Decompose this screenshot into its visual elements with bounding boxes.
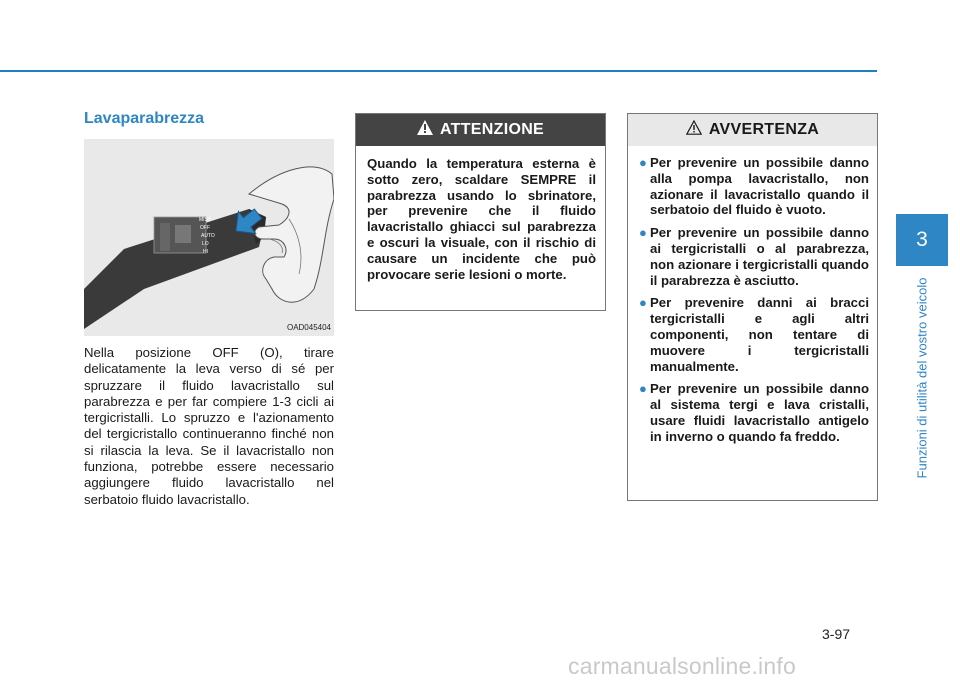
- warning-title: AVVERTENZA: [708, 121, 820, 138]
- wiper-lever-illustration: [84, 139, 334, 336]
- lever-label-mist: MIST: [199, 217, 211, 223]
- bullet-dot-icon: ●: [639, 155, 647, 170]
- bullet-dot-icon: ●: [639, 225, 647, 241]
- warning-box: [627, 113, 878, 501]
- section-title: Lavaparabrezza: [84, 110, 205, 127]
- caution-header: [356, 114, 605, 146]
- warning-item: ● Per prevenire un possibile danno alla pompa lavacristallo, non azionare il lavacristallo quando il serbatoio del fluido è vuoto.: [639, 155, 869, 218]
- lever-label-hi: HI: [203, 249, 208, 255]
- body-paragraph: Nella posizione OFF (O), tirare delicatamente la leva verso di sé per spruzzare il fluido lavacristallo sul parabrezza e per far compiere 1-3 cicli ai tergicristalli. Lo spruzzo e l'azionamento del tergicristallo continueranno finché non si rilascia la leva. Se il lavacristallo non funziona, potrebbe essere necessario aggiungere fluido lavacristallo nel serbatoio fluido lavacristallo.: [84, 345, 334, 507]
- finger-hand: [249, 167, 334, 302]
- warning-item: ● Per prevenire un possibile danno al sistema tergi e lava cristalli, usare fluidi lavacristallo antigelo in inverno o quando fa freddo.: [639, 381, 869, 444]
- chapter-title: Funzioni di utilità del vostro veicolo: [914, 277, 930, 479]
- warning-triangle-outline-icon: [686, 120, 702, 140]
- warning-header: [628, 114, 877, 146]
- caution-box: [355, 113, 606, 311]
- page-number: 3-97: [822, 626, 851, 642]
- caution-title: ATTENZIONE: [439, 121, 545, 138]
- bullet-dot-icon: ●: [639, 295, 647, 311]
- lever-label-auto: AUTO: [201, 233, 215, 239]
- watermark: carmanualsonline.info: [568, 653, 796, 679]
- wiper-lever-drawing: [84, 139, 334, 336]
- caution-text: Quando la temperatura esterna è sotto zero, scaldare SEMPRE il parabrezza usando lo sbrinatore, per prevenire che il fluido lavacristallo ghiacci sul parabrezza e oscuri la visuale, con il rischio di causare un incidente che può provocare serie lesioni o morte.: [367, 156, 596, 282]
- warning-item: ● Per prevenire danni ai bracci tergicristalli e agli altri componenti, non tentare di muovere i tergicristalli manualmente.: [639, 295, 869, 374]
- warning-item: ● Per prevenire un possibile danno ai tergicristalli o al parabrezza, non azionare i tergicristalli quando il parabrezza è asciutto.: [639, 225, 869, 288]
- figure-code: OAD045404: [286, 323, 331, 332]
- warning-list: [628, 146, 877, 445]
- warning-triangle-icon: [417, 120, 433, 140]
- bullet-dot-icon: ●: [639, 381, 647, 397]
- chapter-number-tab: 3: [896, 214, 948, 266]
- lever-label-off: OFF: [200, 225, 210, 231]
- top-rule: [0, 70, 877, 72]
- lever-label-lo: LO: [202, 241, 209, 247]
